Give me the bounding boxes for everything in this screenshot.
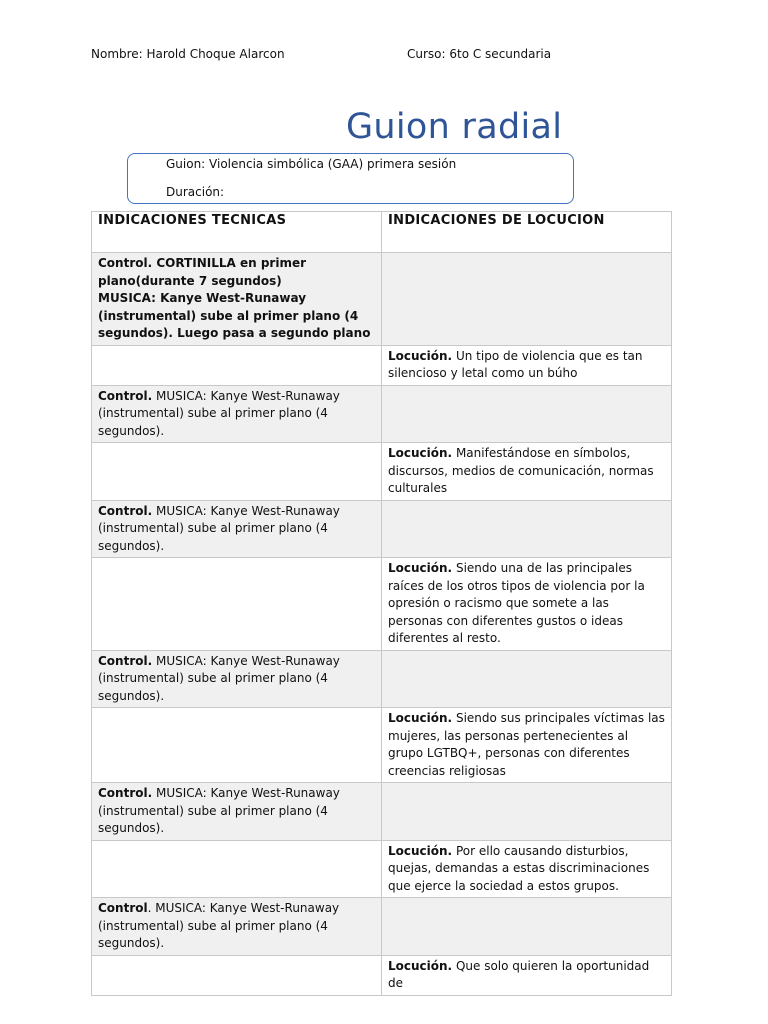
control-label: Control. <box>98 503 153 518</box>
table-row <box>92 898 672 956</box>
script-table <box>91 211 672 996</box>
technical-cell <box>92 558 382 651</box>
technical-cell <box>92 650 382 708</box>
table-row <box>92 500 672 558</box>
locution-label: Locución. <box>388 446 453 460</box>
locution-cell <box>382 345 672 385</box>
technical-cell <box>92 253 382 346</box>
control-label: Control <box>98 901 148 915</box>
control-label: Control. <box>98 388 153 403</box>
locution-text: Siendo una de las principales raíces de los otros tipos de violencia por la opresión o racismo que somete a las personas con diferentes gustos o ideas diferentes al resto. <box>388 561 645 645</box>
table-row <box>92 345 672 385</box>
guion-line: Guion: Violencia simbólica (GAA) primera sesión <box>166 157 457 171</box>
locution-text: Manifestándose en símbolos, discursos, medios de comunicación, normas culturales <box>388 446 654 495</box>
technical-cell <box>92 385 382 443</box>
control-label: Control. <box>98 786 153 800</box>
technical-cell <box>92 443 382 501</box>
technical-cell <box>92 708 382 783</box>
header-locution: INDICACIONES DE LOCUCION <box>382 212 672 253</box>
locution-cell <box>382 650 672 708</box>
locution-label: Locución. <box>388 561 453 575</box>
document-title: Guion radial <box>346 107 563 147</box>
locution-label: Locución. <box>388 843 453 858</box>
locution-cell <box>382 385 672 443</box>
table-row <box>92 783 672 841</box>
technical-cell <box>92 345 382 385</box>
table-row <box>92 650 672 708</box>
locution-text: Un tipo de violencia que es tan silencioso y letal como un búho <box>388 348 643 380</box>
duration-line: Duración: <box>166 185 225 199</box>
header-technical: INDICACIONES TECNICAS <box>92 212 382 253</box>
locution-label: Locución. <box>388 958 453 973</box>
control-text: . MUSICA: Kanye West-Runaway (instrumental) sube al primer plano (4 segundos). <box>98 901 340 950</box>
locution-text: Siendo sus principales víctimas las mujeres, las personas pertenecientes al grupo LGTBQ+, personas con diferentes creencias religiosas <box>388 711 665 778</box>
control-label: Control. <box>98 653 153 668</box>
control-text: MUSICA: Kanye West-Runaway (instrumental) sube al primer plano (4 segundos). <box>98 653 340 703</box>
table-row <box>92 443 672 501</box>
locution-label: Locución. <box>388 711 453 725</box>
locution-cell <box>382 898 672 956</box>
locution-cell <box>382 558 672 651</box>
student-name: Nombre: Harold Choque Alarcon <box>91 47 285 61</box>
table-row <box>92 955 672 995</box>
technical-cell <box>92 783 382 841</box>
control-text: Control. CORTINILLA en primer plano(durante 7 segundos) <box>98 256 307 288</box>
table-row <box>92 708 672 783</box>
table-row <box>92 253 672 346</box>
table-row <box>92 385 672 443</box>
locution-cell <box>382 253 672 346</box>
technical-cell <box>92 840 382 898</box>
control-text: MUSICA: Kanye West-Runaway (instrumental) sube al primer plano (4 segundos). <box>98 786 340 835</box>
technical-cell <box>92 955 382 995</box>
info-box <box>127 153 574 204</box>
locution-cell <box>382 783 672 841</box>
locution-label: Locución. <box>388 348 453 363</box>
table-row <box>92 840 672 898</box>
locution-text: Que solo quieren la oportunidad de <box>388 958 650 990</box>
technical-cell <box>92 898 382 956</box>
locution-cell <box>382 708 672 783</box>
locution-text: Por ello causando disturbios, quejas, demandas a estas discriminaciones que ejerce la sociedad a estos grupos. <box>388 843 650 893</box>
locution-cell <box>382 500 672 558</box>
locution-cell <box>382 443 672 501</box>
technical-cell <box>92 500 382 558</box>
control-text: MUSICA: Kanye West-Runaway (instrumental) sube al primer plano (4 segundos). <box>98 503 340 553</box>
locution-cell <box>382 955 672 995</box>
control-text: MUSICA: Kanye West-Runaway (instrumental) sube al primer plano (4 segundos). <box>98 388 340 438</box>
locution-cell <box>382 840 672 898</box>
table-row <box>92 558 672 651</box>
course-label: Curso: 6to C secundaria <box>407 47 552 61</box>
music-text: MUSICA: Kanye West-Runaway (instrumental) sube al primer plano (4 segundos). Luego pasa a segundo plano <box>98 291 371 340</box>
table-header-row <box>92 212 672 253</box>
